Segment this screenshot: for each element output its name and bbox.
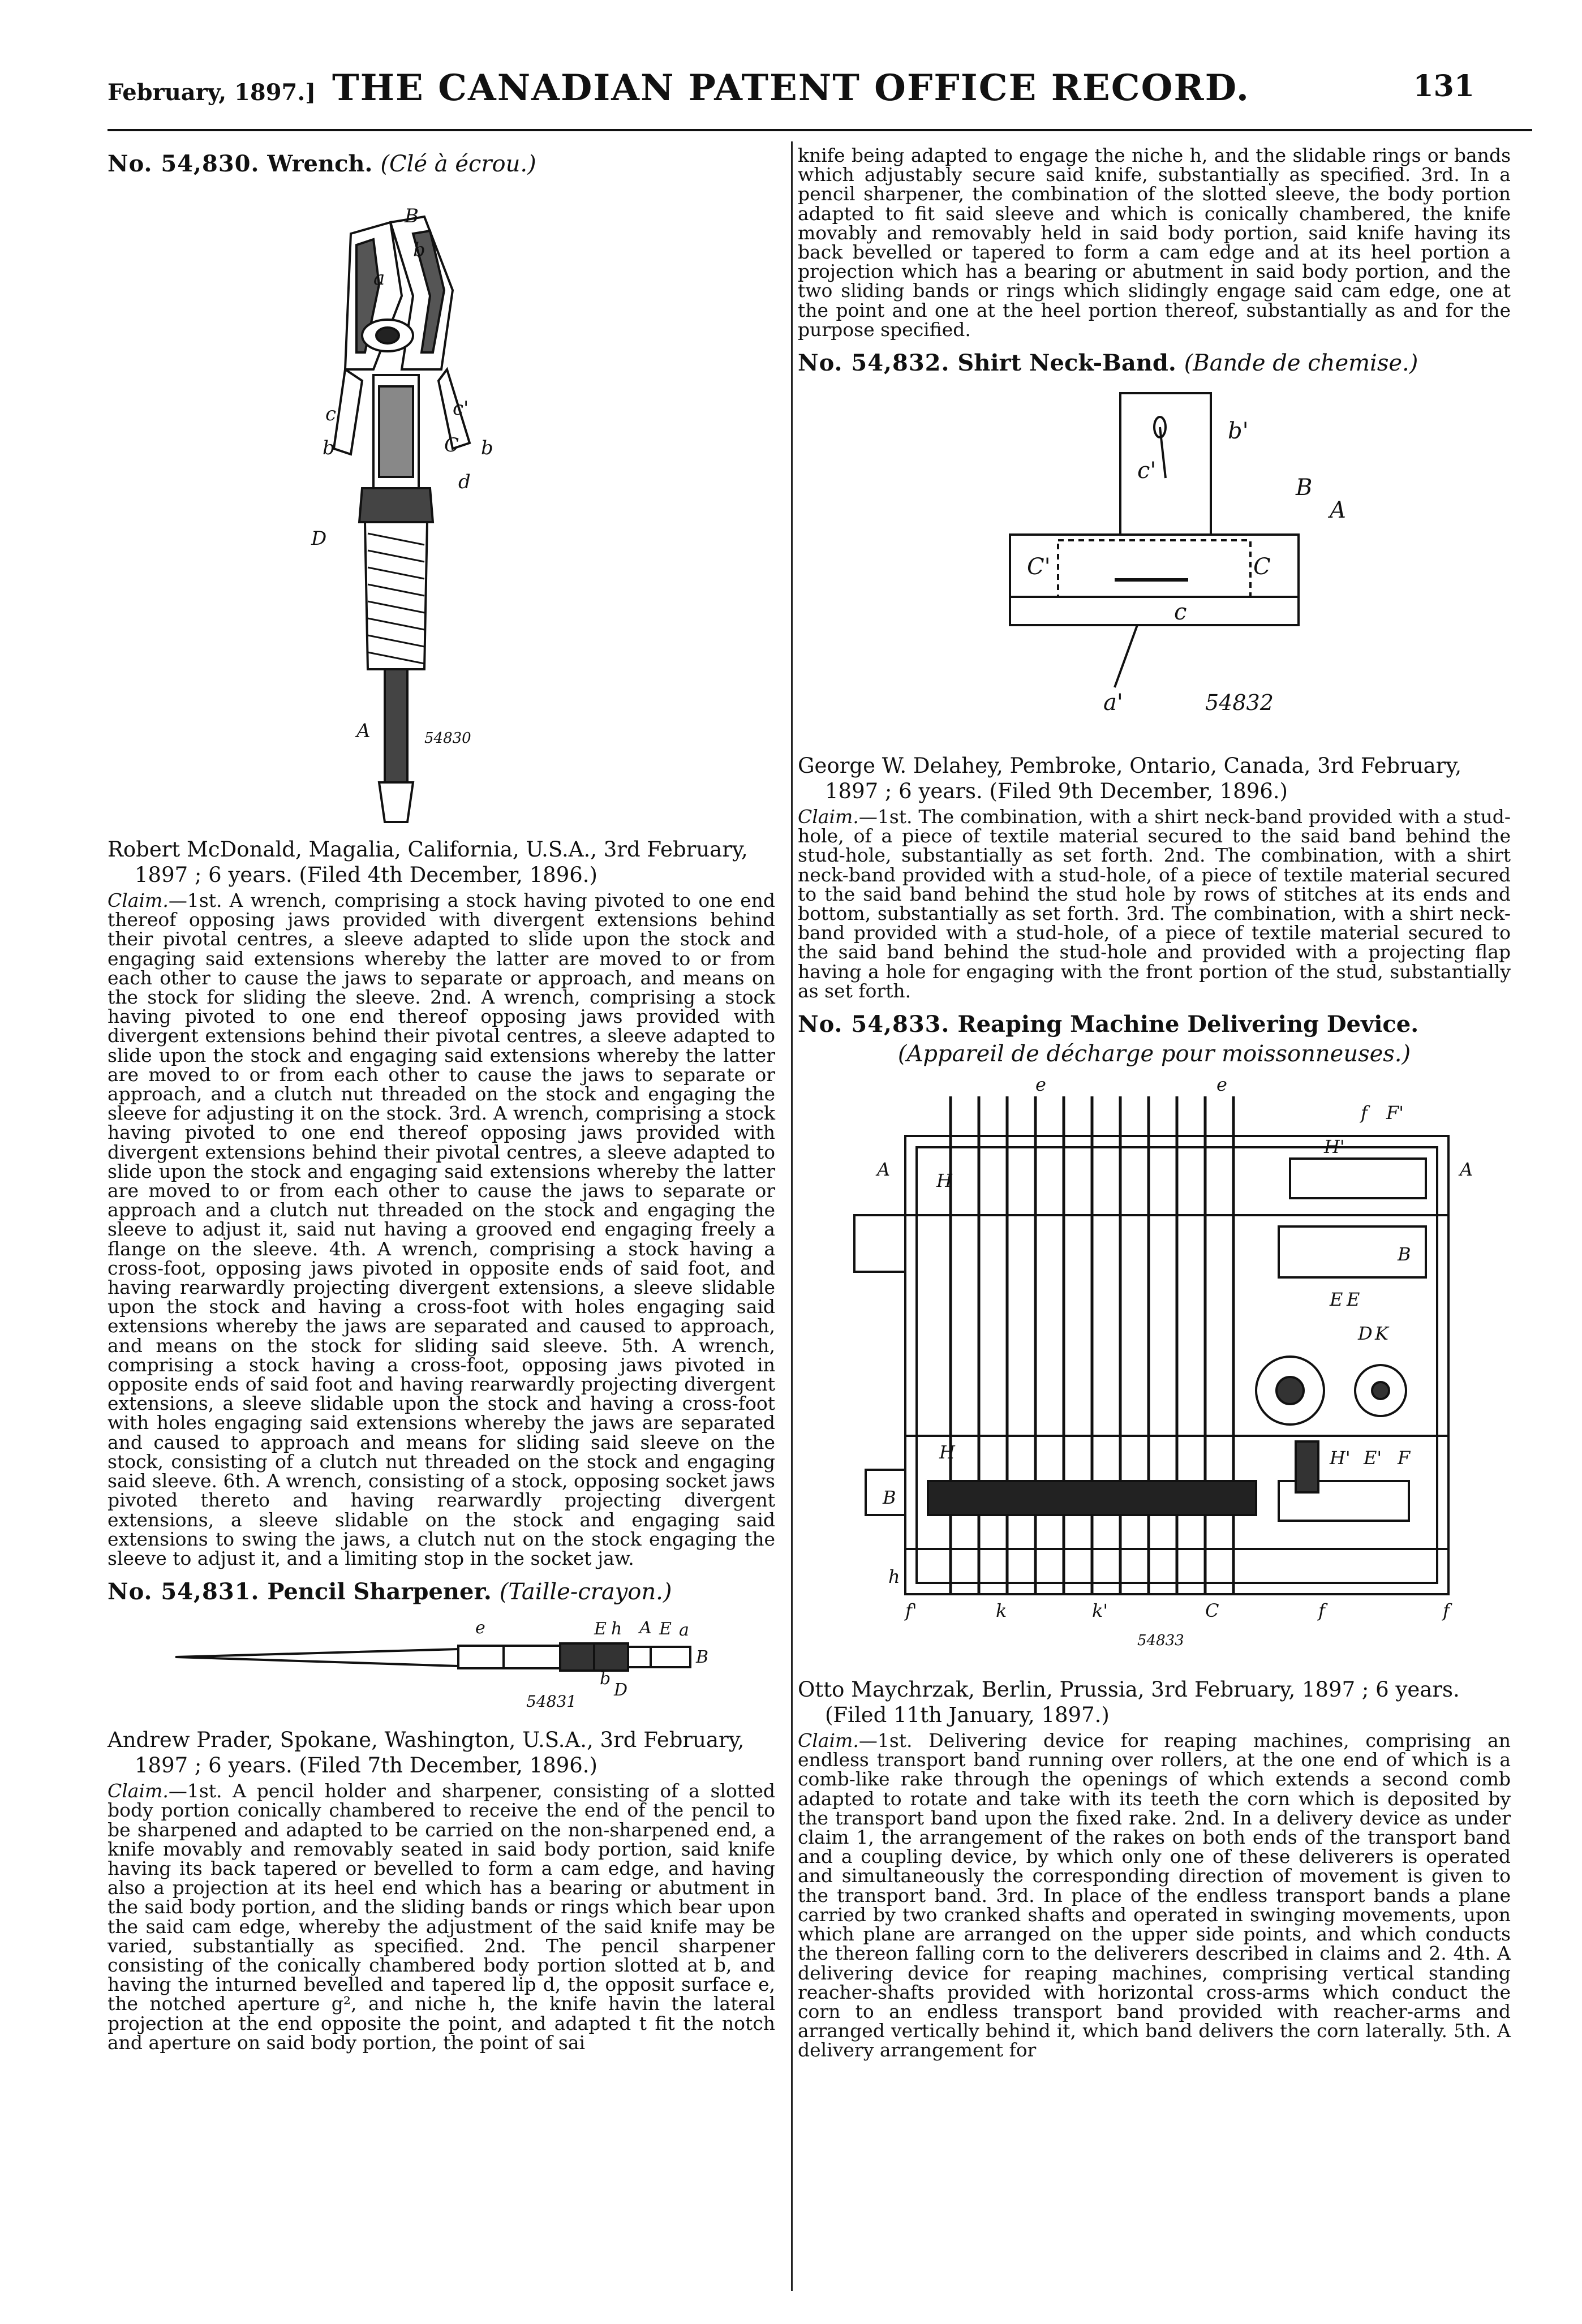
wrench-figure xyxy=(108,183,775,828)
patent-claim-54831-continued xyxy=(798,146,1511,339)
patent-number: No. 54,832. xyxy=(798,350,950,377)
pencil-label-h: h xyxy=(611,1619,622,1639)
pencil-label-E: E xyxy=(594,1619,607,1639)
term-filed-line: 1897 ; 6 years. (Filed 7th December, 1896.) xyxy=(135,1753,597,1778)
inventor-line: George W. Delahey, Pembroke, Ontario, Canada, 3rd February, xyxy=(798,754,1462,778)
reaper-label-e2: e xyxy=(1216,1074,1227,1096)
patent-title: Wrench. xyxy=(267,150,373,177)
reaping-device-figure xyxy=(798,1074,1511,1668)
patent-heading-54833 xyxy=(798,1011,1511,1038)
pencil-sharpener-drawing xyxy=(108,1611,775,1718)
header-rule xyxy=(108,129,1532,131)
inventor-line: Robert McDonald, Magalia, California, U.S.A., 3rd February, xyxy=(108,837,748,862)
claim-label: Claim. xyxy=(108,1780,169,1802)
column-divider xyxy=(791,141,793,2291)
reaper-label-E-prime: E' xyxy=(1364,1447,1382,1469)
patent-inventor-54833 xyxy=(798,1677,1511,1728)
shirt-neck-band-figure xyxy=(798,382,1511,744)
patent-french-title: (Taille-crayon.) xyxy=(499,1579,672,1606)
wrench-label-a: a xyxy=(373,267,385,290)
reaper-label-F: F xyxy=(1398,1447,1411,1469)
wrench-label-B: B xyxy=(405,205,419,227)
pencil-label-A: A xyxy=(639,1618,652,1638)
reaper-label-D: D xyxy=(1358,1323,1373,1345)
neckband-label-C-prime: C' xyxy=(1027,554,1051,580)
reaper-label-E2: E xyxy=(1347,1289,1360,1311)
claim-label: Claim. xyxy=(798,806,859,828)
wrench-label-b-left: b xyxy=(323,437,335,459)
reaper-label-H-lower: H xyxy=(939,1441,955,1464)
claim-text: —1st. The combination, with a shirt neck-band provided with a stud-hole, of a piece of textile material secured to the said band behind the stud-hole, substantially as set forth. 2nd. The combination, with a shirt neck-band provided with a stud-hole, of a piece of textile material secured to the said band behind the stud hole by rows of stitches at its ends and bottom, substantially as set forth. 3rd. The combination, with a shirt neck-band provided with a stud-hole, of a piece of textile material secured to the said band behind the stud-hole and provided with a projecting flap having a hole for engaging with the front portion of the stud, substantially as set forth. xyxy=(798,806,1511,1002)
claim-text: —1st. A pencil holder and sharpener, consisting of a slotted body portion conically chambered to receive the end of the pencil to be sharpened and adapted to be carried on the non-sharpened end, a knife movably and removably seated in said body portion, said knife having its back tapered or bevelled to form a cam edge, and having also a projection at its heel end which has a bearing or abutment in the said body portion, and the sliding bands or rings which bear upon the said cam edge, whereby the adjustment of the said knife may be varied, substantially as specified. 2nd. The pencil sharpener consisting of the conically chambered body portion slotted at b, and having the inturned bevelled and tapered lip d, the opposit surface e, the notched aperture g², and niche h, the knife havin the lateral projection at the end opposite the point, and adapted t fit the notch and aperture on said body portion, the point of sai xyxy=(108,1780,775,2054)
patent-number: No. 54,830. xyxy=(108,150,260,177)
wrench-drawing xyxy=(108,183,775,828)
pencil-label-B: B xyxy=(696,1647,709,1668)
page-title: THE CANADIAN PATENT OFFICE RECORD. xyxy=(332,67,1250,109)
inventor-line: Andrew Prader, Spokane, Washington, U.S.A., 3rd February, xyxy=(108,1728,745,1753)
patent-claim-54831 xyxy=(108,1781,775,2052)
claim-text-continued: knife being adapted to engage the niche h, and the slidable rings or bands which adjustably secure said knife, substantially as specified. 3rd. In a pencil sharpener, the combination of the slotted sleeve, the body portion adapted to fit said sleeve and which is conically chambered, the knife movably and removably held in said body portion, said knife having its back bevelled or tapered to form a cam edge and at its heel portion a projection which has a bearing or abutment in said body portion, and the two sliding bands or rings which slidingly engage said cam edge, one at the point and one at the heel portion thereof, substantially as and for the purpose specified. xyxy=(798,144,1511,341)
patent-inventor-54832 xyxy=(798,753,1511,804)
patent-heading-54830 xyxy=(108,150,775,177)
patent-number: No. 54,831. xyxy=(108,1578,260,1606)
reaping-device-drawing xyxy=(798,1074,1511,1668)
reaper-label-f-prime: f' xyxy=(905,1600,917,1622)
shirt-neck-band-drawing xyxy=(798,382,1511,744)
reaper-label-B-left: B xyxy=(883,1487,896,1509)
inventor-line: Otto Maychrzak, Berlin, Prussia, 3rd February, 1897 ; 6 years. xyxy=(798,1677,1460,1702)
left-column xyxy=(108,146,775,2063)
neckband-figure-number: 54832 xyxy=(1205,690,1274,716)
reaper-label-k-prime: k' xyxy=(1092,1600,1108,1622)
patent-french-title: (Clé à écrou.) xyxy=(380,151,536,177)
term-filed-line: 1897 ; 6 years. (Filed 9th December, 1896.) xyxy=(825,779,1288,804)
reaper-label-B: B xyxy=(1398,1243,1411,1266)
wrench-label-D: D xyxy=(311,527,327,550)
reaper-label-H-prime-lower: H' xyxy=(1330,1447,1351,1469)
reaper-label-H-prime: H' xyxy=(1324,1136,1345,1158)
patent-heading-54831 xyxy=(108,1578,775,1605)
reaper-figure-number: 54833 xyxy=(1137,1632,1184,1650)
wrench-label-C: C xyxy=(444,434,459,457)
claim-text: —1st. A wrench, comprising a stock having pivoted to one end thereof opposing jaws provided with divergent extensions behind their pivotal centres, a sleeve adapted to slide upon the stock and engaging said extensions whereby the latter are moved to or from each other to cause the jaws to separate or approach, and means on the stock for sliding the sleeve. 2nd. A wrench, comprising a stock having pivoted to one end thereof opposing jaws provided with divergent extensions behind their pivotal centres, a sleeve adapted to slide upon the stock and engaging said extensions whereby the latter are moved to or from each other to cause the jaws to separate or approach, and a clutch nut threaded on the stock and engaging the sleeve for adjusting it on the stock. 3rd. A wrench, comprising a stock having pivoted to one end thereof opposing jaws provided with divergent extensions behind their pivotal centres, a sleeve adapted to slide upon the stock and engaging said extensions whereby the latter are moved to or from each other to cause the jaws to separate or approach and a clutch nut threaded on the stock and engaging the sleeve to adjust it, said nut having a grooved end engaging freely a flange on the sleeve. 4th. A wrench, comprising a stock having a cross-foot, opposing jaws pivoted in opposite ends of said foot, and having rearwardly projecting divergent extensions, a sleeve slidable upon the stock and having a cross-foot with holes engaging said extensions whereby the jaws are separated and caused to approach, and means on the stock for sliding said sleeve. 5th. A wrench, comprising a stock having a cross-foot, opposing jaws pivoted in opposite ends of said foot and having rearwardly projecting divergent extensions, a sleeve slidable upon the stock and having a cross-foot with holes engaging said extensions whereby the jaws are separated and caused to approach and means for sliding said sleeve on the stock, consisting of a clutch nut threaded on the stock and engaging said sleeve. 6th. A wrench, consisting of a stock, opposing socket jaws pivoted thereto and having rearwardly projecting divergent extensions, a sleeve slidable on the stock and engaging said extensions to swing the jaws, a clutch nut on the stock engaging the sleeve to adjust it, and a limiting stop in the socket jaw. xyxy=(108,889,775,1569)
wrench-label-d: d xyxy=(458,471,471,493)
pencil-label-E2: E xyxy=(659,1619,672,1639)
neckband-label-A: A xyxy=(1330,497,1346,524)
patent-inventor-54831 xyxy=(108,1727,775,1778)
claim-label: Claim. xyxy=(798,1729,859,1752)
reaper-label-h: h xyxy=(888,1566,900,1588)
wrench-label-c: c xyxy=(325,403,337,425)
page-number: 131 xyxy=(1413,69,1474,104)
reaper-label-f: f xyxy=(1361,1102,1368,1124)
patent-title: Shirt Neck-Band. xyxy=(957,350,1176,377)
claim-text: —1st. Delivering device for reaping machines, comprising an endless transport band running over rollers, at the one end of which is a comb-like rake through the openings of which extends a second comb adapted to rotate and take with its teeth the corn which is deposited by the transport band upon the fixed rake. 2nd. In a delivery device as under claim 1, the arrangement of the rakes on both ends of the transport band and a coupling device, by which only one of these deliverers is operated and simultaneously the corresponding direction of movement is given to the transport band. 3rd. In place of the endless transport bands a plane carried by two cranked shafts and operated in swinging movements, upon which plane are arranged on the upper side points, and which conducts the thereon falling corn to the deliverers described in claims and 2. 4th. A delivering device for reaping machines, comprising vertical standing reacher-shafts provided with horizontal cross-arms which conduct the corn to an endless transport band provided with reacher-arms and arranged vertically behind it, which band delivers the corn laterally. 5th. A delivery arrangement for xyxy=(798,1729,1511,2062)
neckband-label-B: B xyxy=(1296,475,1313,501)
wrench-label-A: A xyxy=(356,720,371,742)
reaper-label-A-right: A xyxy=(1460,1159,1473,1181)
reaper-label-f-lower: f xyxy=(1318,1600,1325,1622)
pencil-label-D: D xyxy=(614,1680,628,1701)
reaper-label-K: K xyxy=(1375,1323,1388,1345)
wrench-label-c-prime: c' xyxy=(453,397,469,420)
pencil-label-e: e xyxy=(475,1618,485,1638)
reaper-label-H-left: H xyxy=(936,1170,952,1192)
patent-title: Pencil Sharpener. xyxy=(267,1578,492,1606)
reaper-label-e1: e xyxy=(1035,1074,1046,1096)
neckband-label-C: C xyxy=(1253,554,1271,580)
patent-number: No. 54,833. xyxy=(798,1011,950,1038)
term-filed-line: (Filed 11th January, 1897.) xyxy=(825,1703,1110,1728)
patent-claim-54833 xyxy=(798,1731,1511,2060)
wrench-figure-number: 54830 xyxy=(424,730,471,747)
reaper-label-A-left: A xyxy=(877,1159,891,1181)
issue-date: February, 1897.] xyxy=(108,79,316,106)
patent-heading-54832 xyxy=(798,350,1511,376)
right-column xyxy=(798,146,1511,2071)
neckband-label-c: c xyxy=(1174,599,1187,626)
term-filed-line: 1897 ; 6 years. (Filed 4th December, 1896.) xyxy=(135,863,597,887)
reaper-label-F-prime: F' xyxy=(1386,1102,1404,1124)
reaper-label-k: k xyxy=(996,1600,1007,1622)
wrench-label-b-right: b xyxy=(481,437,493,459)
reaper-label-f-right: f xyxy=(1443,1600,1450,1622)
reaper-label-E: E xyxy=(1330,1289,1343,1311)
patent-claim-54832 xyxy=(798,807,1511,1001)
patent-french-title-54833: (Appareil de décharge pour moissonneuses.) xyxy=(897,1041,1411,1068)
patent-claim-54830 xyxy=(108,891,775,1568)
wrench-label-b: b xyxy=(413,239,425,261)
pencil-label-b: b xyxy=(600,1669,611,1689)
pencil-sharpener-figure xyxy=(108,1611,775,1718)
patent-inventor-54830 xyxy=(108,837,775,888)
reaper-label-C: C xyxy=(1205,1600,1219,1622)
patent-title: Reaping Machine Delivering Device. xyxy=(957,1011,1419,1038)
claim-label: Claim. xyxy=(108,889,169,911)
pencil-label-a: a xyxy=(679,1620,689,1641)
neckband-label-a-prime: a' xyxy=(1103,690,1123,716)
neckband-label-c-prime: c' xyxy=(1137,458,1157,484)
patent-french-title: (Bande de chemise.) xyxy=(1184,350,1418,377)
neckband-label-b-prime: b' xyxy=(1228,418,1249,445)
pencil-figure-number: 54831 xyxy=(526,1692,577,1711)
